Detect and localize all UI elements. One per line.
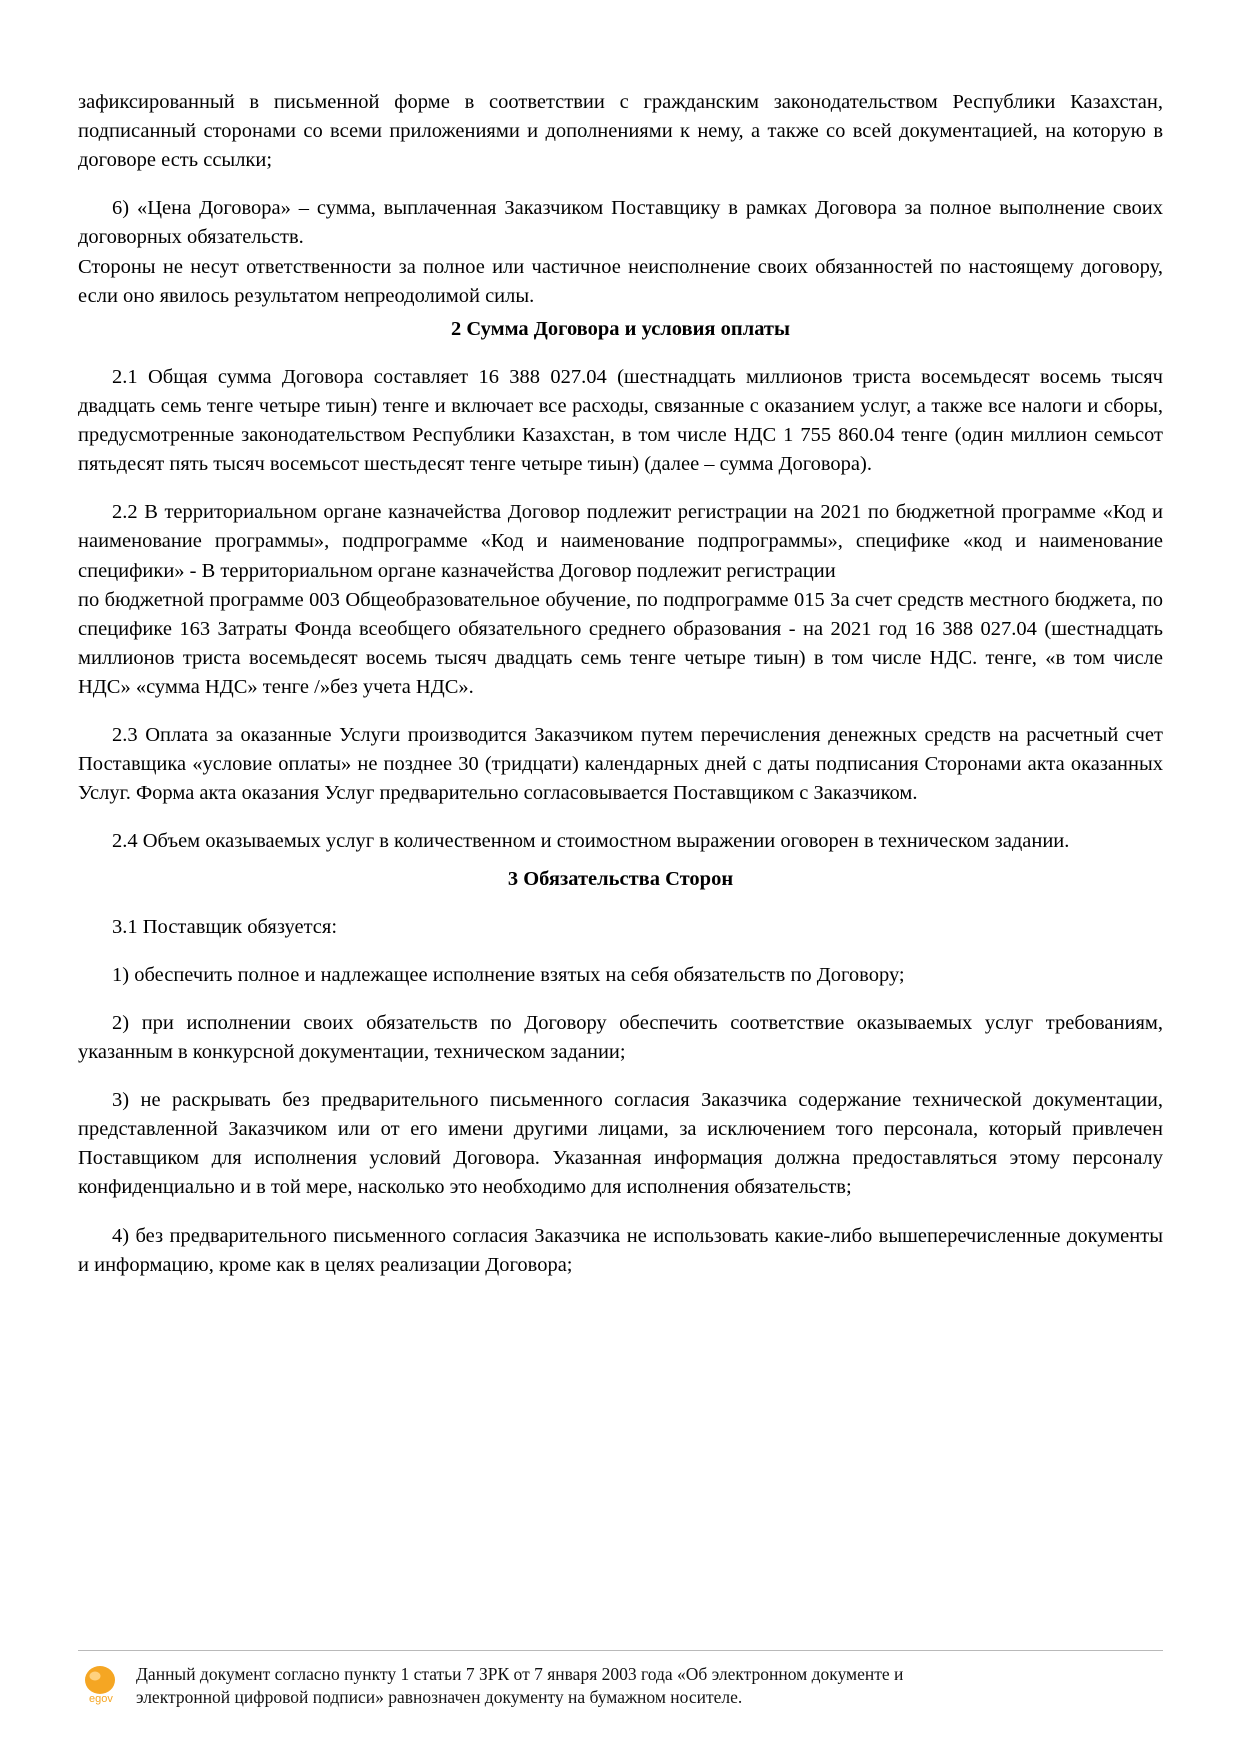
paragraph-2-1: 2.1 Общая сумма Договора составляет 16 388 027.04 (шестнадцать миллионов триста восемьдесят восемь тысяч двадцать семь тенге четыре тиын) тенге и включает все расходы, связанные с оказанием услуг, а также все налоги и сборы, предусмотренные законодательством Республики Казахстан, в том числе НДС 1 755 860.04 тенге (один миллион семьсот пятьдесят пять тысяч восемьсот шестьдесят тенге четыре тиын) (далее – сумма Договора). [78, 365, 1163, 476]
paragraph-3-1-item-2: 2) при исполнении своих обязательств по Договору обеспечить соответствие оказываемых услуг требованиям, указанным в конкурсной документации, техническом задании; [78, 1011, 1163, 1063]
paragraph-item-6-price: 6) «Цена Договора» – сумма, выплаченная Заказчиком Поставщику в рамках Договора за полное выполнение своих договорных обязательств. [78, 197, 1163, 249]
section-heading-3: 3 Обязательства Сторон [507, 867, 734, 890]
paragraph-definition-continued: зафиксированный в письменной форме в соответствии с гражданским законодательством Республики Казахстан, подписанный сторонами со всеми приложениями и дополнениями к нему, а также со всей документацией, на которую в договоре есть ссылки; [78, 91, 1163, 172]
paragraph-3-1-item-1: 1) обеспечить полное и надлежащее исполнение взятых на себя обязательств по Договору; [112, 963, 905, 986]
paragraph-2-3: 2.3 Оплата за оказанные Услуги производится Заказчиком путем перечисления денежных средств на расчетный счет Поставщика «условие оплаты» не позднее 30 (тридцати) календарных дней с даты подписания Сторонами акта оказанных Услуг. Форма акта оказания Услуг предварительно согласовывается Поставщиком с Заказчиком. [78, 724, 1163, 805]
footer-notice-line-1: Данный документ согласно пункту 1 статьи 7 ЗРК от 7 января 2003 года «Об электронном документе и [136, 1663, 904, 1684]
footer-notice [136, 1661, 903, 1710]
paragraph-2-2-continued: по бюджетной программе 003 Общеобразовательное обучение, по подпрограмме 015 За счет средств местного бюджета, по специфике 163 Затраты Фонда всеобщего обязательного среднего образования - на 2021 год 16 388 027.04 (шестнадцать миллионов триста восемьдесят восемь тысяч двадцать семь тенге четыре тиын) в том числе НДС. тенге, «в том числе НДС» «сумма НДС» тенге /»без учета НДС». [78, 588, 1163, 698]
paragraph-2-4: 2.4 Объем оказываемых услуг в количественном и стоимостном выражении оговорен в техническом задании. [112, 830, 1070, 853]
paragraph-3-1-item-3: 3) не раскрывать без предварительного письменного согласия Заказчика содержание технической документации, представленной Заказчиком или от его имени другими лицами, за исключением того персонала, который привлечен Поставщиком для исполнения условий Договора. Указанная информация должна предоставляться этому персоналу конфиденциально и в той мере, насколько это необходимо для исполнения обязательств; [78, 1089, 1163, 1199]
paragraph-2-2: 2.2 В территориальном органе казначейства Договор подлежит регистрации на 2021 по бюджетной программе «Код и наименование программы», подпрограмме «Код и наименование подпрограммы», специфике «код и наименование специфики» - В территориальном органе казначейства Договор подлежит регистрации [78, 501, 1163, 582]
footer-divider [78, 1650, 1163, 1651]
egov-logo-icon [78, 1663, 124, 1705]
paragraph-3-1: 3.1 Поставщик обязуется: [112, 915, 338, 938]
paragraph-3-1-item-4: 4) без предварительного письменного согласия Заказчика не использовать какие-либо вышеперечисленные документы и информацию, кроме как в целях реализации Договора; [78, 1224, 1163, 1276]
paragraph-force-majeure: Стороны не несут ответственности за полное или частичное неисполнение своих обязанностей по настоящему договору, если оно явилось результатом непреодолимой силы. [78, 255, 1163, 307]
svg-text:egov: egov [89, 1692, 113, 1705]
page-footer [78, 1650, 1163, 1710]
footer-notice-line-2: электронной цифровой подписи» равнозначен документу на бумажном носителе. [136, 1687, 743, 1708]
section-heading-2: 2 Сумма Договора и условия оплаты [450, 317, 790, 340]
document-body [78, 88, 1163, 1280]
